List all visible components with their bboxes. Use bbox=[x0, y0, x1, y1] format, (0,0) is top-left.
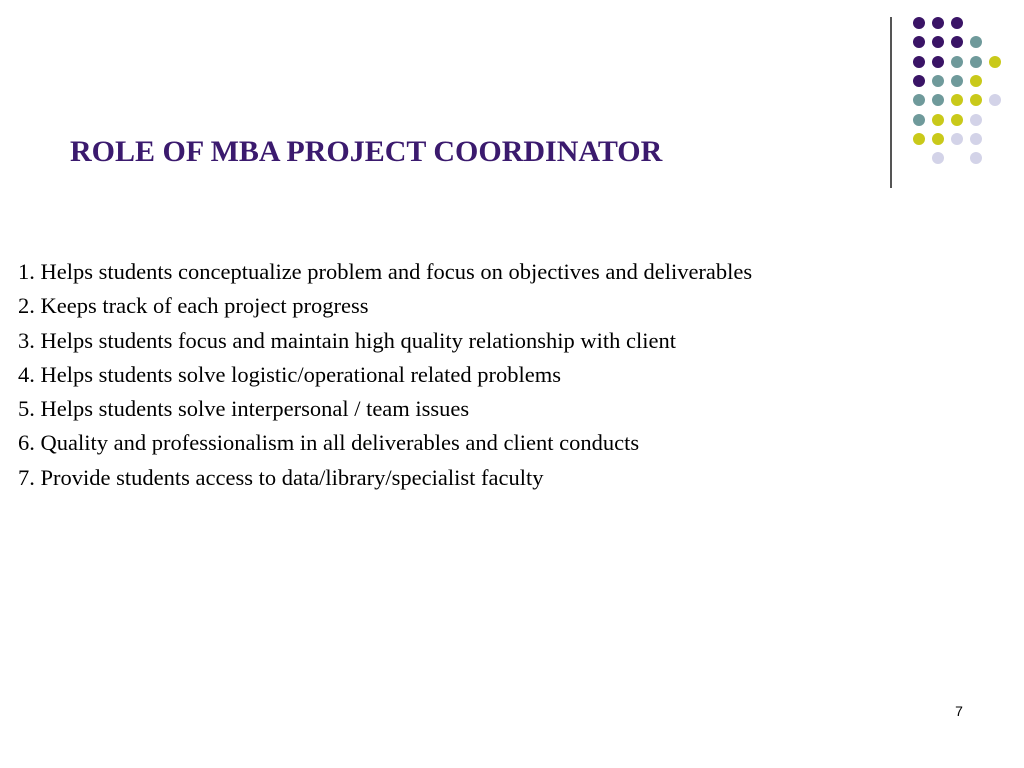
decorative-dot bbox=[932, 17, 944, 29]
decorative-dot bbox=[913, 75, 925, 87]
decorative-dot bbox=[932, 75, 944, 87]
title-divider-line bbox=[890, 17, 892, 188]
decorative-dot bbox=[951, 94, 963, 106]
decorative-dot bbox=[932, 56, 944, 68]
decorative-dot bbox=[913, 114, 925, 126]
decorative-dot bbox=[913, 56, 925, 68]
decorative-dot bbox=[970, 75, 982, 87]
decorative-dot bbox=[970, 94, 982, 106]
decorative-dot bbox=[951, 56, 963, 68]
point-item: 5. Helps students solve interpersonal / team issues bbox=[18, 396, 470, 422]
point-item: 2. Keeps track of each project progress bbox=[18, 293, 369, 319]
decorative-dot bbox=[932, 133, 944, 145]
decorative-dot bbox=[970, 36, 982, 48]
decorative-dot bbox=[913, 133, 925, 145]
point-item: 4. Helps students solve logistic/operational related problems bbox=[18, 361, 562, 387]
decorative-dot bbox=[970, 114, 982, 126]
point-item: 1. Helps students conceptualize problem and focus on objectives and deliverables bbox=[18, 259, 753, 284]
decorative-dot bbox=[989, 56, 1001, 68]
decorative-dot bbox=[932, 36, 944, 48]
decorative-dot bbox=[932, 114, 944, 126]
decorative-dot bbox=[970, 152, 982, 164]
decorative-dot bbox=[970, 56, 982, 68]
point-item: 6. Quality and professionalism in all deliverables and client conducts bbox=[18, 430, 640, 456]
point-item: 7. Provide students access to data/library/specialist faculty bbox=[18, 464, 544, 490]
slide-title: ROLE OF MBA PROJECT COORDINATOR bbox=[70, 135, 663, 168]
point-item: 3. Helps students focus and maintain high quality relationship with client bbox=[18, 327, 677, 353]
decorative-dot bbox=[989, 94, 1001, 106]
decorative-dot bbox=[951, 114, 963, 126]
decorative-dot bbox=[951, 133, 963, 145]
decorative-dot bbox=[913, 36, 925, 48]
decorative-dot bbox=[913, 17, 925, 29]
decorative-dot bbox=[951, 75, 963, 87]
decorative-dot bbox=[951, 17, 963, 29]
decorative-dot bbox=[913, 94, 925, 106]
decorative-dot bbox=[951, 36, 963, 48]
page-number: 7 bbox=[955, 703, 963, 719]
decorative-dot bbox=[932, 152, 944, 164]
decorative-dot bbox=[970, 133, 982, 145]
decorative-dot bbox=[932, 94, 944, 106]
points-list bbox=[18, 255, 752, 495]
